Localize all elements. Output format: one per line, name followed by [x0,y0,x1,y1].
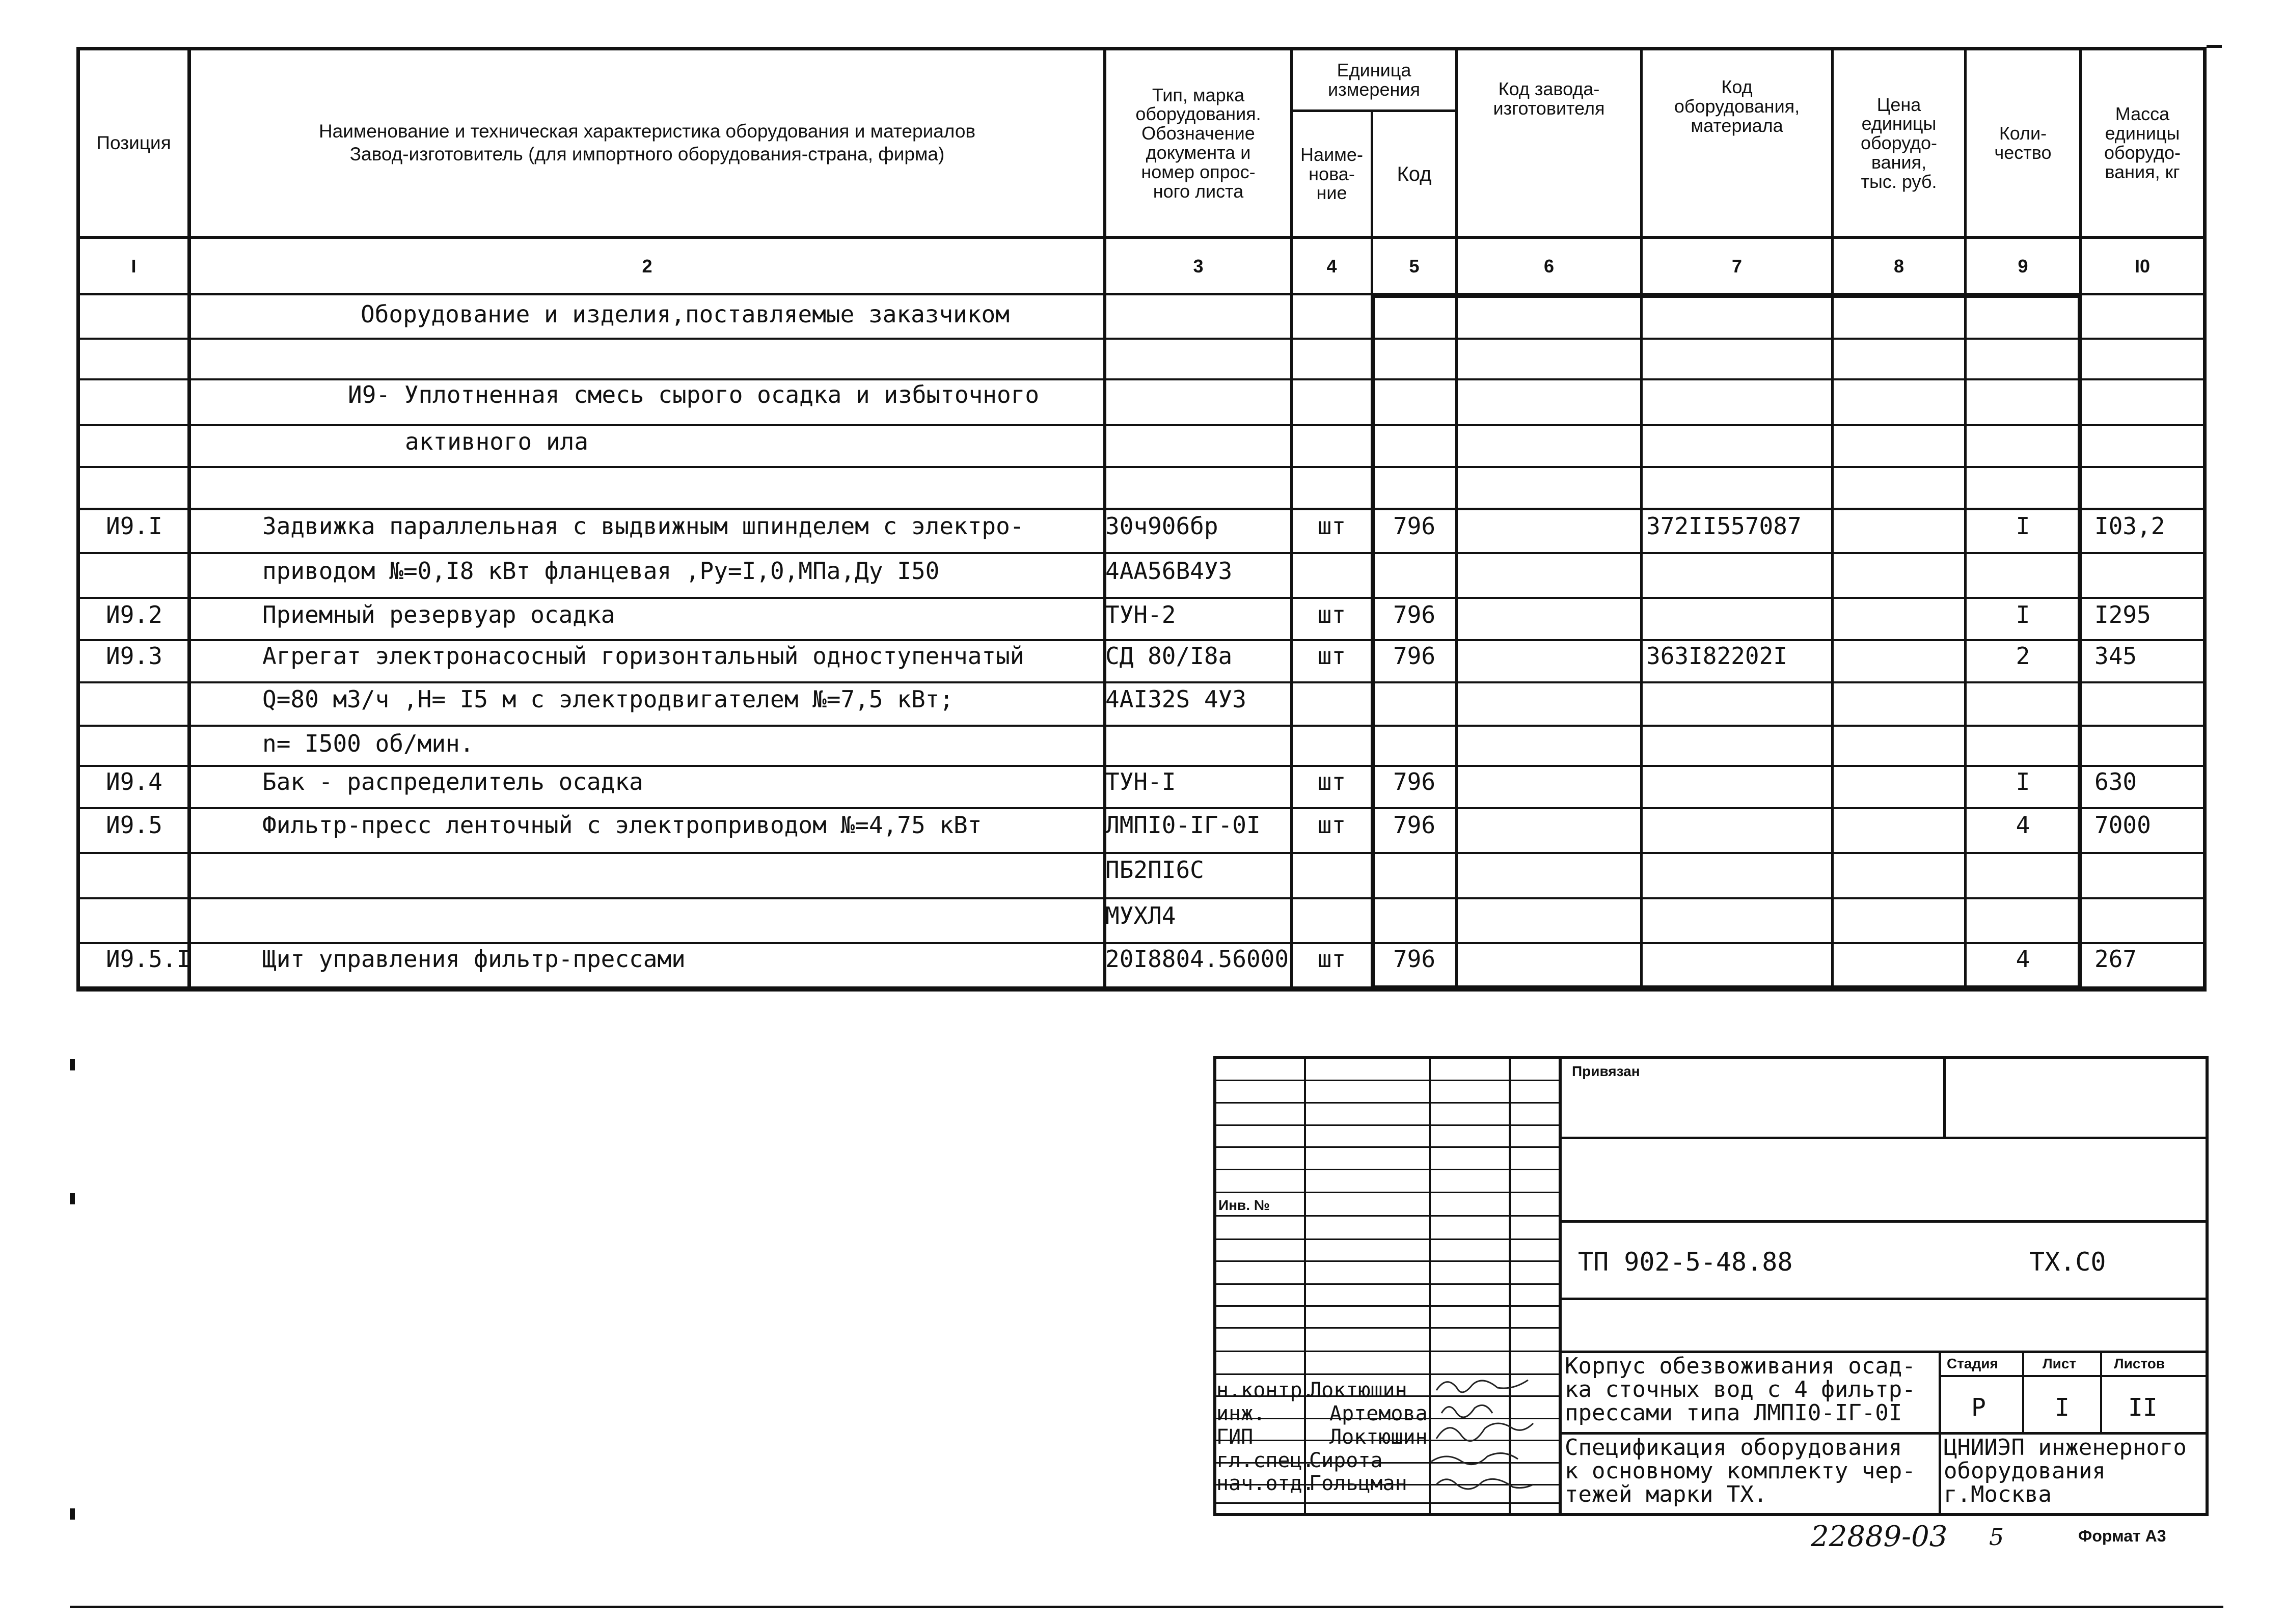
row-1-code: 796 [1393,512,1436,540]
row-1-mass: I03,2 [2094,512,2165,540]
signer-role-3: ГИП [1216,1425,1254,1449]
bottom-rule [70,1606,2223,1608]
signer-role-5: нач.отд. [1216,1472,1315,1495]
row-9-type: ПБ2ПI6С [1105,856,1204,884]
subsection-title-line1: И9- Уплотненная смесь сырого осадка и избыточного [348,381,1040,408]
col-number-4: 4 [1326,256,1337,277]
stamp-doc-code: ТП 902-5-48.88 [1578,1247,1793,1277]
row-8-pos: И9.5 [106,811,162,839]
row-6-name: n= I500 об/мин. [262,730,474,757]
row-4-name: Агрегат электронасосный горизонтальный одноступенчатый [262,642,1024,670]
top-right-edge-line [2207,45,2222,48]
stamp-sheet: I [2055,1393,2070,1422]
row-2-name: приводом №=0,I8 кВт фланцевая ,Ру=I,0,МПа,Ду I50 [262,557,940,585]
header-unit: Единица измерения [1328,60,1420,100]
signer-name-4: Сирота [1309,1449,1383,1472]
col-number-6: 6 [1543,256,1555,277]
row-1-pos: И9.I [106,512,162,540]
header-factory-code: Код завода- изготовителя [1493,78,1605,119]
row-11-pos: И9.5.I [106,945,191,973]
header-position: Позиция [96,132,171,153]
stamp-stage: Р [1971,1393,1986,1422]
footer-archive-no: 22889-03 [1811,1520,1948,1553]
header-name [191,50,1103,236]
signer-role-1: н.контр. [1216,1379,1315,1402]
row-8-code: 796 [1393,811,1436,839]
row-11-name: Щит управления фильтр-прессами [262,945,686,973]
row-7-qty: I [2016,768,2030,795]
row-2-type: 4АА56В4У3 [1105,557,1233,585]
signer-name-3: Локтюшин [1329,1425,1428,1449]
row-7-unit: шт [1317,768,1346,795]
row-8-name: Фильтр-пресс ленточный с электроприводом №=4,75 кВт [262,811,982,839]
header-material-code: Код оборудования, материала [1674,76,1800,136]
header-unit-name: Наиме- нова- ние [1300,144,1363,204]
row-1-qty: I [2016,512,2030,540]
row-4-unit: шт [1317,642,1346,670]
col-number-10: I0 [2134,256,2151,277]
row-8-qty: 4 [2016,811,2030,839]
signer-role-2: инж. [1216,1402,1266,1425]
col-number-9: 9 [2018,256,2028,277]
left-tick-3 [70,1508,75,1520]
signer-role-4: гл.спец. [1216,1449,1315,1472]
row-3-type: ТУН-2 [1105,601,1176,628]
row-10-type: МУХЛ4 [1105,902,1176,929]
header-type: Тип, марка оборудования. Обозначение документа и номер опрос- ного листа [1135,84,1261,202]
row-3-mass: I295 [2094,601,2151,628]
row-8-unit: шт [1317,811,1346,839]
row-3-code: 796 [1393,601,1436,628]
row-11-qty: 4 [2016,945,2030,973]
col-number-8: 8 [1893,256,1904,277]
row-7-name: Бак - распределитель осадка [262,768,643,795]
signature-scribbles [1426,1370,1564,1512]
row-1-unit: шт [1317,512,1346,540]
row-11-code: 796 [1393,945,1436,973]
row-3-unit: шт [1317,601,1346,628]
row-7-code: 796 [1393,768,1436,795]
header-bottom-line [76,236,2207,239]
row-4-mass: 345 [2094,642,2137,670]
header-unit-code: Код [1397,162,1432,185]
bold-body-box [1371,294,2082,989]
col-number-7: 7 [1731,256,1743,277]
table-body-bottom-line [76,986,2207,989]
row-8-mass: 7000 [2094,811,2151,839]
row-1-name: Задвижка параллельная с выдвижным шпинделем с электро- [262,512,1024,540]
col-number-1: I [131,256,137,277]
left-tick-1 [70,1059,75,1070]
row-3-qty: I [2016,601,2030,628]
row-3-pos: И9.2 [106,601,162,628]
stamp-object-name: Корпус обезвоживания осад- ка сточных вод с 4 фильтр- прессами типа ЛМПI0-IГ-0I [1565,1353,1916,1426]
col-number-row-line [76,293,2207,295]
header-quantity: Коли- чество [1994,123,2052,163]
row-5-name: Q=80 м3/ч ,Н= I5 м с электродвигателем №=7,5 кВт; [262,685,954,713]
row-8-type: ЛМПI0-IГ-0I [1105,811,1261,839]
row-7-pos: И9.4 [106,768,162,795]
row-11-type: 20I8804.56000 [1105,945,1289,973]
stamp-inv-no: Инв. № [1218,1197,1270,1213]
stamp-privyazan: Привязан [1572,1063,1640,1079]
signer-name-1: Локтюшин [1309,1379,1407,1402]
row-7-type: ТУН-I [1105,768,1176,795]
row-7-mass: 630 [2094,768,2137,795]
footer-page-no: 5 [1989,1523,2004,1551]
col-number-3: 3 [1193,256,1204,277]
col-number-2: 2 [642,256,652,277]
left-tick-2 [70,1193,75,1204]
stamp-sheet-label: Лист [2043,1356,2077,1371]
row-1-type: 30ч906бр [1105,512,1218,540]
col-number-5: 5 [1409,256,1420,277]
row-4-mat: 363I82202I [1646,642,1787,670]
stamp-doc-mark: ТХ.С0 [2029,1247,2106,1277]
row-1-mat: 372II557087 [1646,512,1802,540]
stamp-org: ЦНИИЭП инженерного оборудования г.Москва [1944,1435,2187,1508]
row-4-qty: 2 [2016,642,2030,670]
row-4-code: 796 [1393,642,1436,670]
stamp-sheets: II [2128,1393,2158,1422]
header-name-line1: Наименование и техническая характеристика оборудования и материалов [318,121,976,142]
signer-name-5: Гольцман [1309,1472,1407,1495]
row-11-mass: 267 [2094,945,2137,973]
header-mass: Масса единицы оборудо- вания, кг [2104,103,2181,182]
subsection-title-line2: активного ила [405,428,589,455]
row-4-type: СД 80/I8а [1105,642,1233,670]
header-price: Цена единицы оборудо- вания, тыс. руб. [1860,94,1938,192]
section-title: Оборудование и изделия,поставляемые заказчиком [361,300,1010,328]
row-4-pos: И9.3 [106,642,162,670]
row-3-name: Приемный резервуар осадка [262,601,615,628]
signer-name-2: Артемова [1329,1402,1428,1425]
header-name-line2: Завод-изготовитель (для импортного оборудования-страна, фирма) [349,144,945,164]
row-5-type: 4АI32S 4У3 [1105,685,1246,713]
footer-format: Формат А3 [2078,1527,2166,1545]
stamp-sheets-label: Листов [2114,1356,2165,1371]
stamp-stage-label: Стадия [1947,1356,1998,1371]
stamp-doc-title: Спецификация оборудования к основному комплекту чер- тежей марки ТХ. [1565,1435,1916,1508]
row-11-unit: шт [1317,945,1346,973]
